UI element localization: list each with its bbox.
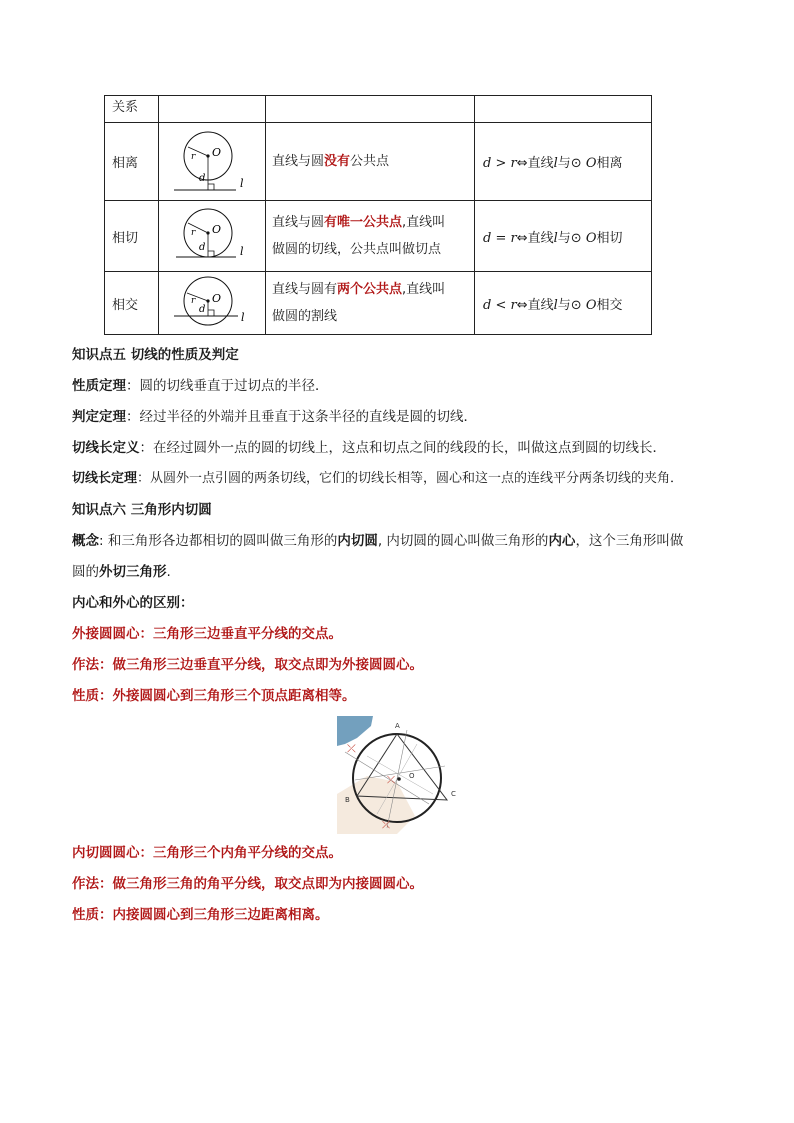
label-o: O [212, 292, 222, 305]
circumcenter-dot [397, 777, 401, 781]
circumcenter-definition: 外接圆圆心：三角形三边垂直平分线的交点。 [72, 626, 342, 642]
relation-label: 相离 [105, 123, 159, 201]
label-o: O [212, 145, 222, 159]
center-label-o: O [409, 772, 415, 780]
right-angle-mark [208, 310, 214, 316]
relation-description: 直线与圆有唯一公共点,直线叫 做圆的切线，公共点叫做切点 [266, 201, 475, 272]
table-header-cell: 关系 [105, 96, 159, 123]
circumcircle-figure [337, 716, 461, 834]
label-r: r [191, 228, 196, 238]
paragraph-concept-cont: 圆的外切三角形. [72, 564, 171, 580]
paragraph-property-theorem: 性质定理：圆的切线垂直于过切点的半径． [72, 378, 329, 394]
incenter-definition: 内切圆圆心：三角形三个内角平分线的交点。 [72, 845, 342, 861]
table-row [105, 201, 652, 272]
vertex-label-c: C [451, 790, 456, 798]
diff-heading: 内心和外心的区别： [72, 595, 194, 611]
center-dot [206, 154, 209, 157]
label-d: d [199, 172, 206, 184]
relation-condition: d = r⇔直线l与⊙ O相切 [475, 201, 652, 272]
center-dot [206, 299, 209, 302]
label-l: l [240, 245, 244, 258]
relation-description: 直线与圆有两个公共点,直线叫 做圆的割线 [266, 272, 475, 335]
arc-mark: ⤫ [387, 775, 395, 786]
table-row [105, 123, 652, 201]
arc-mark: ⤫ [347, 742, 356, 755]
vertex-label-a: A [395, 722, 400, 730]
label-d: d [199, 304, 206, 315]
relation-condition: d > r⇔直线l与⊙ O相离 [475, 123, 652, 201]
paragraph-tangent-length-def: 切线长定义：在经过圆外一点的圆的切线上，这点和切点之间的线段的长，叫做这点到圆的切线长． [72, 440, 666, 456]
label-l: l [240, 176, 244, 190]
paragraph-criterion-theorem: 判定定理：经过半径的外端并且垂直于这条半径的直线是圆的切线． [72, 409, 477, 425]
separate-diagram [174, 129, 250, 195]
relation-label: 相交 [105, 272, 159, 335]
label-r: r [191, 151, 196, 162]
circumcenter-method: 作法：做三角形三边垂直平分线，取交点即为外接圆圆心。 [72, 657, 423, 673]
incenter-method: 作法：做三角形三角的角平分线，取交点即为内接圆圆心。 [72, 876, 423, 892]
label-l: l [241, 311, 245, 324]
line-circle-relation-table [104, 95, 652, 335]
label-o: O [212, 223, 222, 236]
arc-mark: ⤫ [382, 820, 390, 831]
emphasis-text: 两个公共点 [337, 282, 403, 297]
vertex-label-b: B [345, 796, 350, 804]
right-angle-mark [208, 184, 214, 190]
tangent-diagram [174, 207, 250, 265]
label-d: d [199, 242, 206, 253]
relation-description: 直线与圆没有公共点 [266, 123, 475, 201]
paragraph-concept: 概念: 和三角形各边都相切的圆叫做三角形的内切圆, 内切圆的圆心叫做三角形的内心，这个三角形叫做 [72, 533, 684, 549]
relation-condition: d < r⇔直线l与⊙ O相交 [475, 272, 652, 335]
emphasis-text: 没有 [324, 154, 351, 169]
center-dot [206, 231, 209, 234]
paragraph-tangent-length-theorem: 切线长定理：从圆外一点引圆的两条切线，它们的切线长相等，圆心和这一点的连线平分两条切线的夹角． [72, 471, 684, 486]
emphasis-text: 有唯一公共点 [324, 215, 403, 230]
label-r: r [191, 296, 196, 306]
section-heading: 知识点六 三角形内切圆 [72, 502, 212, 518]
intersect-diagram [174, 275, 250, 331]
incenter-property: 性质：内接圆圆心到三角形三边距离相离。 [72, 907, 329, 923]
relation-label: 相切 [105, 201, 159, 272]
table-header-row [105, 96, 652, 123]
table-row [105, 272, 652, 335]
section-heading: 知识点五 切线的性质及判定 [72, 347, 239, 363]
circumcenter-property: 性质：外接圆圆心到三角形三个顶点距离相等。 [72, 688, 356, 704]
